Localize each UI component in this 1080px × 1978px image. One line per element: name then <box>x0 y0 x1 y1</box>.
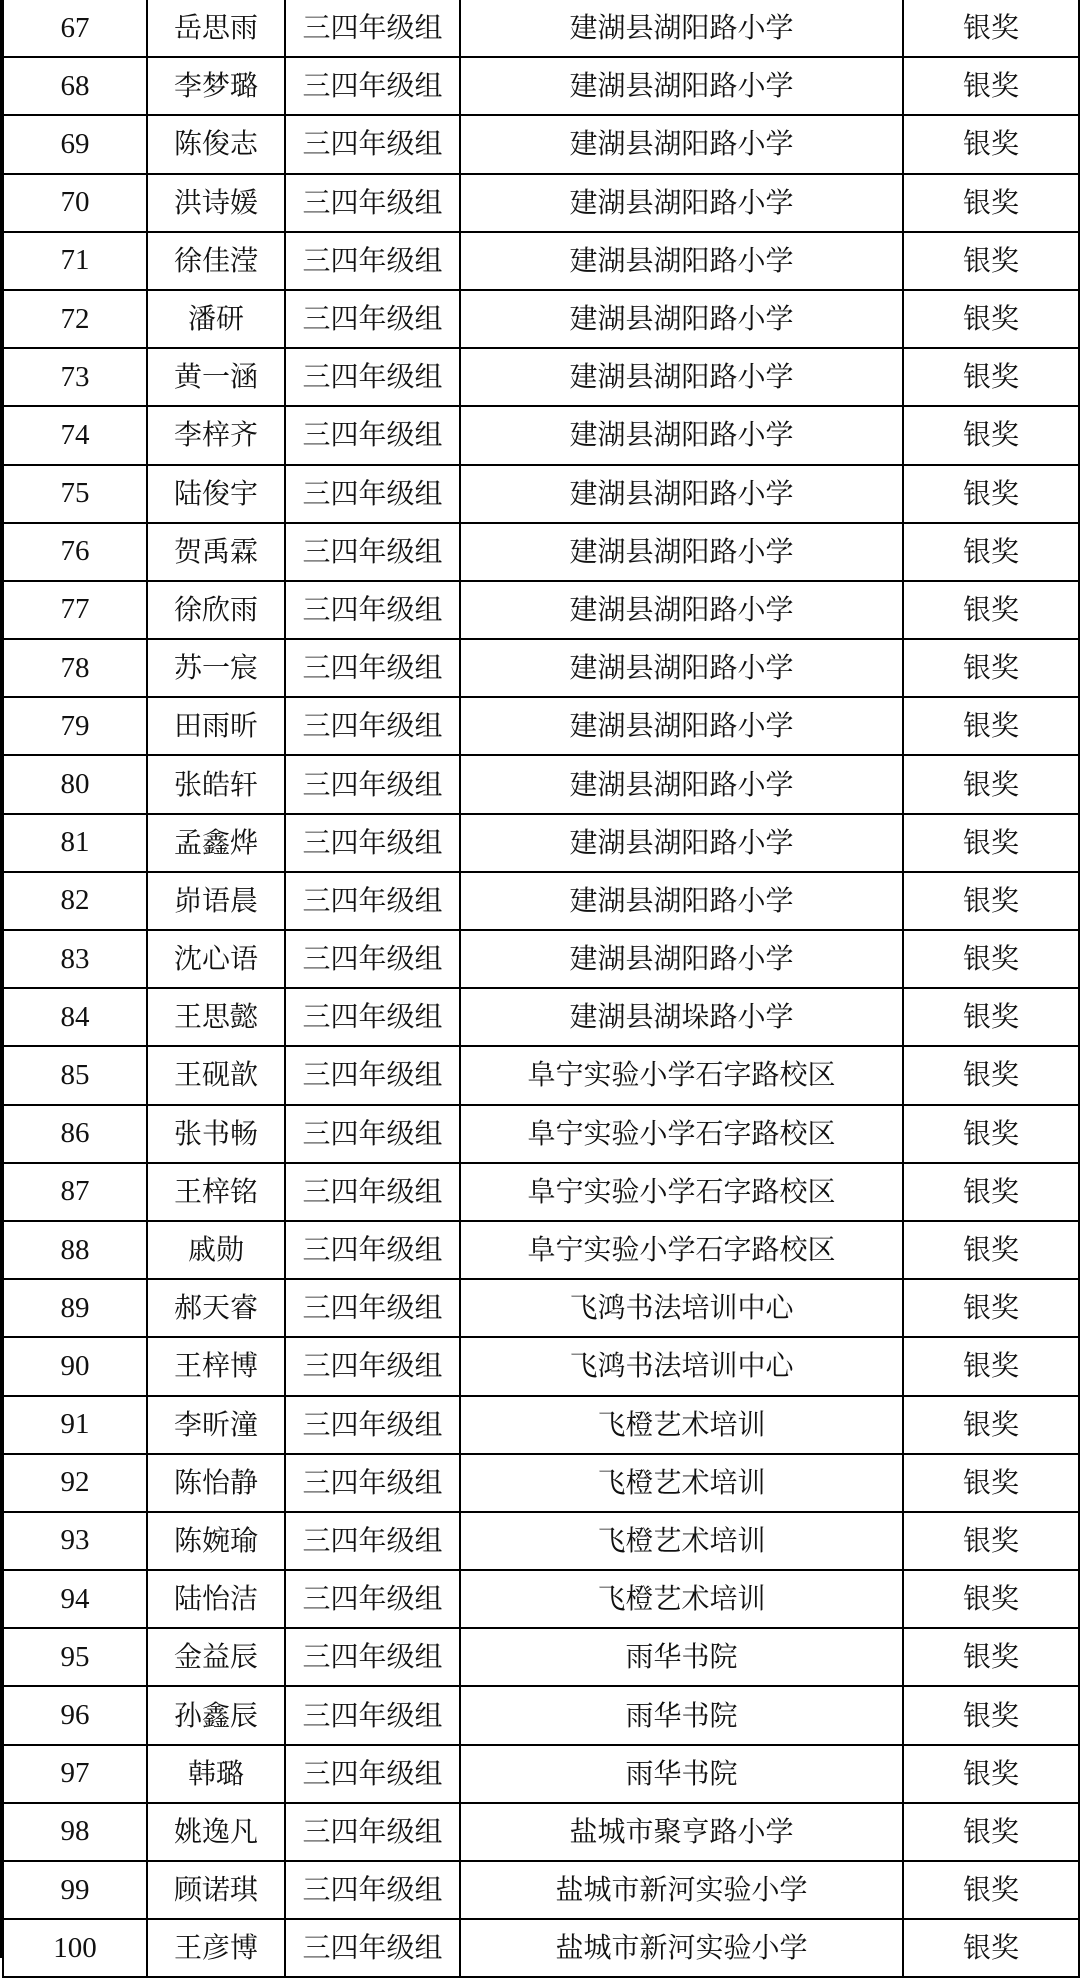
award-level-cell: 银奖 <box>903 1163 1079 1221</box>
award-level-cell: 银奖 <box>903 0 1079 57</box>
table-row <box>3 1396 1079 1454</box>
row-number-cell: 89 <box>3 1279 147 1337</box>
award-level-cell: 银奖 <box>903 290 1079 348</box>
grade-group-cell: 三四年级组 <box>285 1803 460 1861</box>
table-row <box>3 1105 1079 1163</box>
award-level-cell: 银奖 <box>903 115 1079 173</box>
row-number-cell: 73 <box>3 348 147 406</box>
table-row <box>3 1628 1079 1686</box>
student-name-cell: 陈怡静 <box>147 1454 285 1512</box>
student-name-cell: 陈婉瑜 <box>147 1512 285 1570</box>
school-name-cell: 建湖县湖阳路小学 <box>460 639 903 697</box>
school-name-cell: 飞橙艺术培训 <box>460 1512 903 1570</box>
table-row <box>3 1686 1079 1744</box>
grade-group-cell: 三四年级组 <box>285 814 460 872</box>
award-level-cell: 银奖 <box>903 1105 1079 1163</box>
school-name-cell: 飞橙艺术培训 <box>460 1570 903 1628</box>
grade-group-cell: 三四年级组 <box>285 1396 460 1454</box>
grade-group-cell: 三四年级组 <box>285 1337 460 1395</box>
student-name-cell: 陆怡洁 <box>147 1570 285 1628</box>
grade-group-cell: 三四年级组 <box>285 523 460 581</box>
award-level-cell: 银奖 <box>903 755 1079 813</box>
grade-group-cell: 三四年级组 <box>285 348 460 406</box>
table-row <box>3 0 1079 57</box>
table-row <box>3 755 1079 813</box>
row-number-cell: 95 <box>3 1628 147 1686</box>
student-name-cell: 洪诗媛 <box>147 174 285 232</box>
award-level-cell: 银奖 <box>903 406 1079 464</box>
table-row <box>3 290 1079 348</box>
grade-group-cell: 三四年级组 <box>285 581 460 639</box>
row-number-cell: 68 <box>3 57 147 115</box>
student-name-cell: 李梦璐 <box>147 57 285 115</box>
award-level-cell: 银奖 <box>903 174 1079 232</box>
student-name-cell: 郝天睿 <box>147 1279 285 1337</box>
school-name-cell: 建湖县湖阳路小学 <box>460 290 903 348</box>
row-number-cell: 74 <box>3 406 147 464</box>
student-name-cell: 王思懿 <box>147 988 285 1046</box>
award-level-cell: 银奖 <box>903 1454 1079 1512</box>
row-number-cell: 71 <box>3 232 147 290</box>
grade-group-cell: 三四年级组 <box>285 1046 460 1104</box>
student-name-cell: 陆俊宇 <box>147 465 285 523</box>
school-name-cell: 建湖县湖阳路小学 <box>460 523 903 581</box>
award-level-cell: 银奖 <box>903 988 1079 1046</box>
school-name-cell: 建湖县湖阳路小学 <box>460 115 903 173</box>
student-name-cell: 孙鑫辰 <box>147 1686 285 1744</box>
row-number-cell: 90 <box>3 1337 147 1395</box>
grade-group-cell: 三四年级组 <box>285 639 460 697</box>
award-level-cell: 银奖 <box>903 1512 1079 1570</box>
school-name-cell: 建湖县湖阳路小学 <box>460 872 903 930</box>
grade-group-cell: 三四年级组 <box>285 465 460 523</box>
award-level-cell: 银奖 <box>903 581 1079 639</box>
grade-group-cell: 三四年级组 <box>285 174 460 232</box>
grade-group-cell: 三四年级组 <box>285 0 460 57</box>
table-row <box>3 1337 1079 1395</box>
school-name-cell: 飞鸿书法培训中心 <box>460 1337 903 1395</box>
row-number-cell: 77 <box>3 581 147 639</box>
grade-group-cell: 三四年级组 <box>285 57 460 115</box>
school-name-cell: 雨华书院 <box>460 1686 903 1744</box>
award-table-body <box>3 0 1079 1977</box>
grade-group-cell: 三四年级组 <box>285 1628 460 1686</box>
row-number-cell: 93 <box>3 1512 147 1570</box>
student-name-cell: 戚勋 <box>147 1221 285 1279</box>
award-level-cell: 银奖 <box>903 1803 1079 1861</box>
grade-group-cell: 三四年级组 <box>285 1105 460 1163</box>
table-row <box>3 1803 1079 1861</box>
student-name-cell: 徐佳滢 <box>147 232 285 290</box>
row-number-cell: 70 <box>3 174 147 232</box>
award-level-cell: 银奖 <box>903 1745 1079 1803</box>
table-row <box>3 1454 1079 1512</box>
grade-group-cell: 三四年级组 <box>285 1512 460 1570</box>
school-name-cell: 盐城市新河实验小学 <box>460 1861 903 1919</box>
grade-group-cell: 三四年级组 <box>285 1861 460 1919</box>
row-number-cell: 98 <box>3 1803 147 1861</box>
grade-group-cell: 三四年级组 <box>285 1686 460 1744</box>
table-row <box>3 1861 1079 1919</box>
row-number-cell: 81 <box>3 814 147 872</box>
grade-group-cell: 三四年级组 <box>285 988 460 1046</box>
school-name-cell: 飞橙艺术培训 <box>460 1396 903 1454</box>
student-name-cell: 潘研 <box>147 290 285 348</box>
grade-group-cell: 三四年级组 <box>285 697 460 755</box>
student-name-cell: 苏一宸 <box>147 639 285 697</box>
grade-group-cell: 三四年级组 <box>285 1919 460 1977</box>
table-row <box>3 1745 1079 1803</box>
award-level-cell: 银奖 <box>903 1570 1079 1628</box>
row-number-cell: 76 <box>3 523 147 581</box>
table-row <box>3 232 1079 290</box>
table-row <box>3 930 1079 988</box>
school-name-cell: 建湖县湖阳路小学 <box>460 174 903 232</box>
table-row <box>3 174 1079 232</box>
table-row <box>3 523 1079 581</box>
school-name-cell: 建湖县湖阳路小学 <box>460 465 903 523</box>
student-name-cell: 黄一涵 <box>147 348 285 406</box>
row-number-cell: 100 <box>3 1919 147 1977</box>
school-name-cell: 建湖县湖垛路小学 <box>460 988 903 1046</box>
table-row <box>3 581 1079 639</box>
row-number-cell: 69 <box>3 115 147 173</box>
award-level-cell: 银奖 <box>903 348 1079 406</box>
table-row <box>3 348 1079 406</box>
award-level-cell: 银奖 <box>903 639 1079 697</box>
student-name-cell: 张皓轩 <box>147 755 285 813</box>
table-row <box>3 1279 1079 1337</box>
table-row <box>3 1512 1079 1570</box>
school-name-cell: 盐城市新河实验小学 <box>460 1919 903 1977</box>
award-level-cell: 银奖 <box>903 1279 1079 1337</box>
table-row <box>3 406 1079 464</box>
award-level-cell: 银奖 <box>903 1861 1079 1919</box>
row-number-cell: 96 <box>3 1686 147 1744</box>
table-row <box>3 814 1079 872</box>
student-name-cell: 王梓铭 <box>147 1163 285 1221</box>
school-name-cell: 飞鸿书法培训中心 <box>460 1279 903 1337</box>
award-level-cell: 银奖 <box>903 57 1079 115</box>
student-name-cell: 王砚歆 <box>147 1046 285 1104</box>
table-row <box>3 988 1079 1046</box>
row-number-cell: 72 <box>3 290 147 348</box>
school-name-cell: 建湖县湖阳路小学 <box>460 697 903 755</box>
table-row <box>3 697 1079 755</box>
award-level-cell: 银奖 <box>903 523 1079 581</box>
school-name-cell: 建湖县湖阳路小学 <box>460 232 903 290</box>
student-name-cell: 陈俊志 <box>147 115 285 173</box>
school-name-cell: 建湖县湖阳路小学 <box>460 348 903 406</box>
grade-group-cell: 三四年级组 <box>285 1163 460 1221</box>
school-name-cell: 建湖县湖阳路小学 <box>460 930 903 988</box>
school-name-cell: 建湖县湖阳路小学 <box>460 755 903 813</box>
grade-group-cell: 三四年级组 <box>285 1745 460 1803</box>
table-row <box>3 1163 1079 1221</box>
award-level-cell: 银奖 <box>903 232 1079 290</box>
table-row <box>3 115 1079 173</box>
school-name-cell: 建湖县湖阳路小学 <box>460 406 903 464</box>
school-name-cell: 雨华书院 <box>460 1628 903 1686</box>
grade-group-cell: 三四年级组 <box>285 115 460 173</box>
table-row <box>3 872 1079 930</box>
school-name-cell: 阜宁实验小学石字路校区 <box>460 1105 903 1163</box>
student-name-cell: 顾诺琪 <box>147 1861 285 1919</box>
student-name-cell: 李昕潼 <box>147 1396 285 1454</box>
award-level-cell: 银奖 <box>903 1221 1079 1279</box>
row-number-cell: 79 <box>3 697 147 755</box>
student-name-cell: 张书畅 <box>147 1105 285 1163</box>
grade-group-cell: 三四年级组 <box>285 755 460 813</box>
school-name-cell: 建湖县湖阳路小学 <box>460 581 903 639</box>
grade-group-cell: 三四年级组 <box>285 232 460 290</box>
row-number-cell: 83 <box>3 930 147 988</box>
school-name-cell: 盐城市聚亨路小学 <box>460 1803 903 1861</box>
grade-group-cell: 三四年级组 <box>285 1279 460 1337</box>
row-number-cell: 80 <box>3 755 147 813</box>
row-number-cell: 86 <box>3 1105 147 1163</box>
student-name-cell: 孟鑫烨 <box>147 814 285 872</box>
award-level-cell: 银奖 <box>903 1396 1079 1454</box>
school-name-cell: 阜宁实验小学石字路校区 <box>460 1163 903 1221</box>
grade-group-cell: 三四年级组 <box>285 1570 460 1628</box>
student-name-cell: 李梓齐 <box>147 406 285 464</box>
award-level-cell: 银奖 <box>903 1686 1079 1744</box>
row-number-cell: 99 <box>3 1861 147 1919</box>
student-name-cell: 王梓博 <box>147 1337 285 1395</box>
award-level-cell: 银奖 <box>903 872 1079 930</box>
award-level-cell: 银奖 <box>903 930 1079 988</box>
grade-group-cell: 三四年级组 <box>285 290 460 348</box>
row-number-cell: 88 <box>3 1221 147 1279</box>
school-name-cell: 建湖县湖阳路小学 <box>460 57 903 115</box>
student-name-cell: 徐欣雨 <box>147 581 285 639</box>
grade-group-cell: 三四年级组 <box>285 1221 460 1279</box>
grade-group-cell: 三四年级组 <box>285 872 460 930</box>
award-level-cell: 银奖 <box>903 697 1079 755</box>
school-name-cell: 建湖县湖阳路小学 <box>460 0 903 57</box>
table-row <box>3 639 1079 697</box>
row-number-cell: 67 <box>3 0 147 57</box>
grade-group-cell: 三四年级组 <box>285 930 460 988</box>
table-row <box>3 1570 1079 1628</box>
school-name-cell: 雨华书院 <box>460 1745 903 1803</box>
row-number-cell: 78 <box>3 639 147 697</box>
grade-group-cell: 三四年级组 <box>285 1454 460 1512</box>
table-row <box>3 1221 1079 1279</box>
row-number-cell: 82 <box>3 872 147 930</box>
student-name-cell: 峁语晨 <box>147 872 285 930</box>
award-level-cell: 银奖 <box>903 814 1079 872</box>
award-level-cell: 银奖 <box>903 465 1079 523</box>
row-number-cell: 87 <box>3 1163 147 1221</box>
award-level-cell: 银奖 <box>903 1919 1079 1977</box>
award-table <box>2 0 1080 1978</box>
student-name-cell: 贺禹霖 <box>147 523 285 581</box>
grade-group-cell: 三四年级组 <box>285 406 460 464</box>
award-level-cell: 银奖 <box>903 1628 1079 1686</box>
school-name-cell: 阜宁实验小学石字路校区 <box>460 1221 903 1279</box>
row-number-cell: 97 <box>3 1745 147 1803</box>
student-name-cell: 韩璐 <box>147 1745 285 1803</box>
table-row <box>3 1919 1079 1977</box>
row-number-cell: 75 <box>3 465 147 523</box>
row-number-cell: 85 <box>3 1046 147 1104</box>
award-level-cell: 银奖 <box>903 1046 1079 1104</box>
row-number-cell: 92 <box>3 1454 147 1512</box>
row-number-cell: 84 <box>3 988 147 1046</box>
table-row <box>3 57 1079 115</box>
school-name-cell: 建湖县湖阳路小学 <box>460 814 903 872</box>
award-level-cell: 银奖 <box>903 1337 1079 1395</box>
table-row <box>3 1046 1079 1104</box>
student-name-cell: 姚逸凡 <box>147 1803 285 1861</box>
student-name-cell: 田雨昕 <box>147 697 285 755</box>
row-number-cell: 91 <box>3 1396 147 1454</box>
row-number-cell: 94 <box>3 1570 147 1628</box>
student-name-cell: 金益辰 <box>147 1628 285 1686</box>
student-name-cell: 沈心语 <box>147 930 285 988</box>
student-name-cell: 王彦博 <box>147 1919 285 1977</box>
school-name-cell: 飞橙艺术培训 <box>460 1454 903 1512</box>
student-name-cell: 岳思雨 <box>147 0 285 57</box>
school-name-cell: 阜宁实验小学石字路校区 <box>460 1046 903 1104</box>
table-row <box>3 465 1079 523</box>
